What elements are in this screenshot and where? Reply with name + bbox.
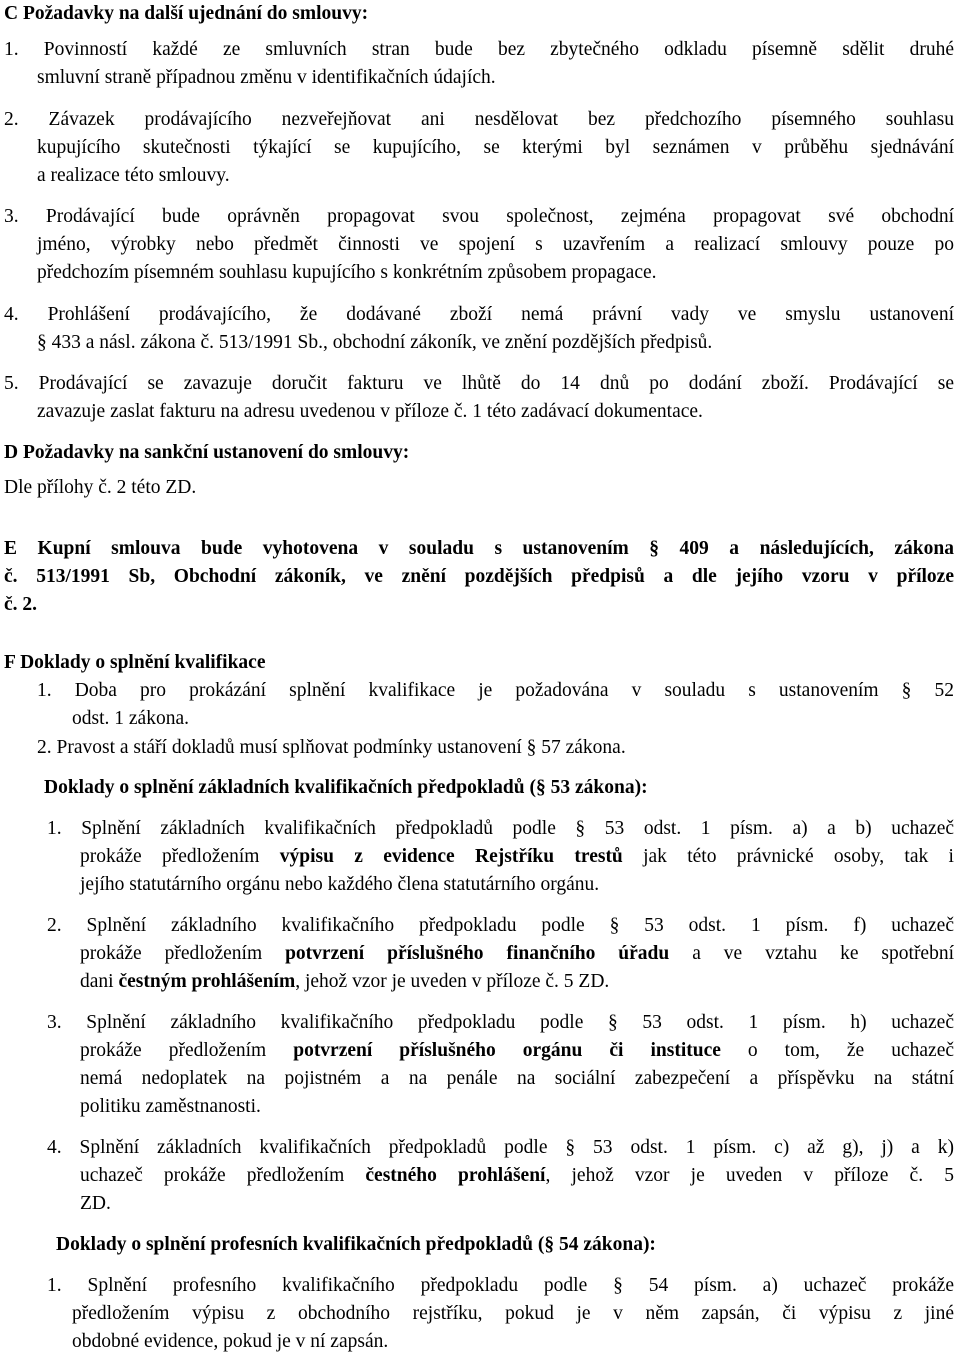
tax-office-confirmation: potvrzení příslušného finančního úřadu [285, 943, 670, 964]
basic-item-1-line-3: jejího statutárního orgánu nebo každého člena statutárního orgánu. [80, 874, 600, 895]
section-f-heading: F Doklady o splnění kvalifikace [4, 652, 266, 673]
c-item-1-line-2: smluvní straně případnou změnu v identifikačních údajích. [37, 67, 496, 88]
professional-item-1-line-2: předložením výpisu z obchodního rejstříku, pokud je v něm zapsán, či výpisu z jiné [72, 1303, 954, 1324]
basic-item-1-line-1: 1. Splnění základních kvalifikačních předpokladů podle § 53 odst. 1 písm. a) a b) uchazeč [47, 818, 954, 839]
basic-item-3-line-2: prokáže předložením potvrzení příslušného orgánu či instituce o tom, že uchazeč [80, 1040, 955, 1061]
authority-confirmation: potvrzení příslušného orgánu či instituce [293, 1040, 721, 1061]
basic-item-3-line-3: nemá nedoplatek na pojistném a na penále na sociální zabezpečení a příspěvku na státní [80, 1068, 954, 1089]
professional-item-1-line-1: 1. Splnění profesního kvalifikačního předpokladu podle § 54 písm. a) uchazeč prokáže [47, 1275, 954, 1296]
c-item-3-line-1: 3. Prodávající bude oprávněn propagovat svou společnost, zejména propagovat své obchodní [4, 206, 954, 227]
basic-item-4-line-2: uchazeč prokáže předložením čestného prohlášení, jehož vzor je uveden v příloze č. 5 [80, 1165, 954, 1186]
basic-qualification-heading: Doklady o splnění základních kvalifikačních předpokladů (§ 53 zákona): [44, 777, 648, 798]
c-item-4-line-1: 4. Prohlášení prodávajícího, že dodávané zboží nemá právní vady ve smyslu ustanovení [4, 304, 954, 325]
basic-item-2-line-2: prokáže předložením potvrzení příslušného finančního úřadu a ve vztahu ke spotřební [80, 943, 955, 964]
f-item-1-line-2: odst. 1 zákona. [72, 708, 189, 729]
professional-item-1-line-3: obdobné evidence, pokud je v ní zapsán. [72, 1331, 389, 1352]
section-c-heading: C Požadavky na další ujednání do smlouvy: [4, 3, 369, 24]
c-item-1-line-1: 1. Povinností každé ze smluvních stran bude bez zbytečného odkladu písemně sdělit druhé [4, 39, 954, 60]
basic-item-2-line-3: dani čestným prohlášením, jehož vzor je uveden v příloze č. 5 ZD. [80, 971, 610, 992]
section-e-line-2: č. 513/1991 Sb, Obchodní zákoník, ve znění pozdějších předpisů a dle jejího vzoru v příloze [4, 566, 954, 587]
f-item-2-line-1: 2. Pravost a stáří dokladů musí splňovat podmínky ustanovení § 57 zákona. [37, 737, 626, 758]
c-item-2-line-1: 2. Závazek prodávajícího nezveřejňovat ani nesdělovat bez předchozího písemného souhlasu [4, 109, 954, 130]
basic-item-4-line-3: ZD. [80, 1193, 111, 1214]
basic-item-1-line-2: prokáže předložením výpisu z evidence Rejstříku trestů jak této právnické osoby, tak i [80, 846, 954, 867]
section-e-line-3: č. 2. [4, 594, 38, 615]
criminal-record-extract: výpisu z evidence Rejstříku trestů [279, 846, 623, 867]
honest-declaration: čestným prohlášením [118, 971, 296, 992]
section-d-heading: D Požadavky na sankční ustanovení do smlouvy: [4, 442, 410, 463]
c-item-2-line-2: kupujícího skutečnosti týkající se kupujícího, se kterými byl seznámen v průběhu sjednávání [37, 137, 954, 158]
basic-item-2-line-1: 2. Splnění základního kvalifikačního předpokladu podle § 53 odst. 1 písm. f) uchazeč [47, 915, 954, 936]
professional-qualification-heading: Doklady o splnění profesních kvalifikačních předpokladů (§ 54 zákona): [56, 1234, 656, 1255]
basic-item-3-line-1: 3. Splnění základního kvalifikačního předpokladu podle § 53 odst. 1 písm. h) uchazeč [47, 1012, 954, 1033]
f-item-1-line-1: 1. Doba pro prokázání splnění kvalifikace je požadována v souladu s ustanovením § 52 [37, 680, 954, 701]
c-item-2-line-3: a realizace této smlouvy. [37, 165, 230, 186]
honest-declaration: čestného prohlášení [365, 1165, 546, 1186]
c-item-5-line-2: zavazuje zaslat fakturu na adresu uvedenou v příloze č. 1 této zadávací dokumentace. [37, 401, 703, 422]
basic-item-3-line-4: politiku zaměstnanosti. [80, 1096, 261, 1117]
c-item-4-line-2: § 433 a násl. zákona č. 513/1991 Sb., obchodní zákoník, ve znění pozdějších předpisů. [37, 332, 713, 353]
basic-item-4-line-1: 4. Splnění základních kvalifikačních předpokladů podle § 53 odst. 1 písm. c) až g), j) a k) [47, 1137, 954, 1158]
section-d-text: Dle přílohy č. 2 této ZD. [4, 477, 197, 498]
c-item-3-line-2: jméno, výrobky nebo předmět činnosti ve spojení s uzavřením a realizací smlouvy pouze po [37, 234, 954, 255]
c-item-5-line-1: 5. Prodávající se zavazuje doručit fakturu ve lhůtě do 14 dnů po dodání zboží. Prodávající se [4, 373, 954, 394]
section-e-line-1: E Kupní smlouva bude vyhotovena v souladu s ustanovením § 409 a následujících, zákona [4, 538, 954, 559]
c-item-3-line-3: předchozím písemném souhlasu kupujícího s konkrétním způsobem propagace. [37, 262, 657, 283]
